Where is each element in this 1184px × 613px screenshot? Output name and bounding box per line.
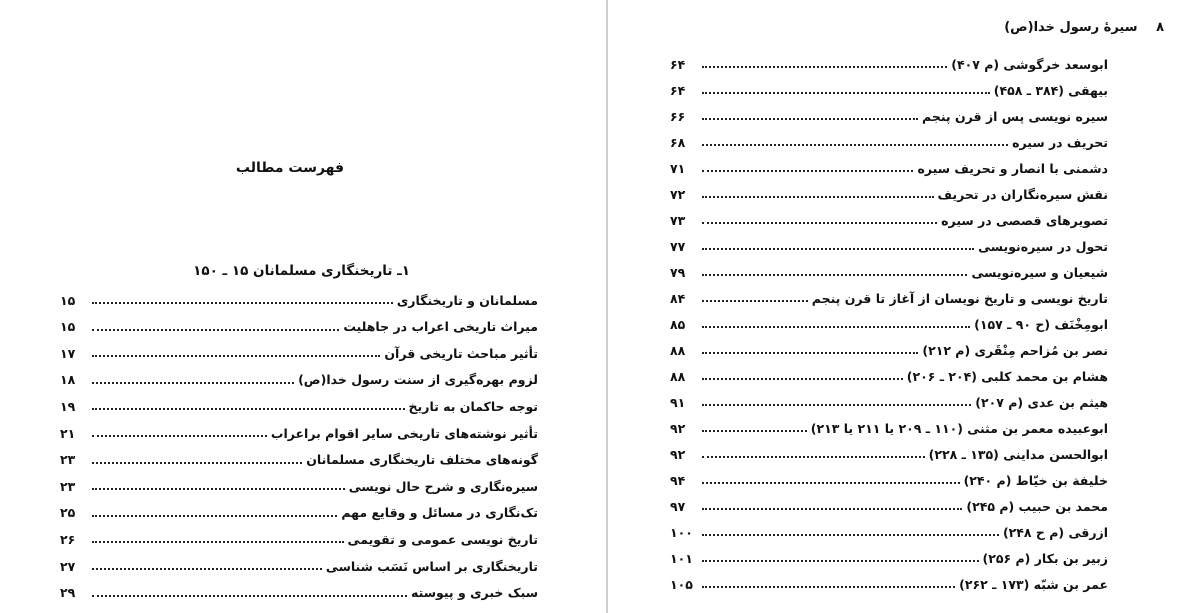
toc-entry-page: ۸۴ [670,290,686,306]
toc-entry-title: سیره نویسی پس از قرن پنجم [922,108,1108,124]
toc-entry [670,183,1108,205]
toc-entry [670,235,1108,257]
dot-leader [702,552,979,562]
toc-entry [60,449,538,471]
toc-entry-page: ۷۲ [670,186,686,202]
toc-entry-title: خلیفة بن خیّاط (م ۲۴۰) [963,472,1108,488]
toc-entry-title: زبیر بن بکار (م ۲۵۶) [982,550,1108,566]
toc-entry-page: ۸۸ [670,368,686,384]
toc-entry-title: گونه‌های مختلف تاریخنگاری مسلمانان [306,452,538,468]
toc-entry-title: ابومِخْنَف (ح ۹۰ ـ ۱۵۷) [974,316,1108,332]
toc-entry-title: مسلمانان و تاریخنگاری [396,292,538,308]
toc-entry-page: ۹۲ [670,420,686,436]
dot-leader [92,480,345,490]
toc-entry-page: ۸۵ [670,316,686,332]
dot-leader [702,58,947,68]
toc-entry-page: ۱۰۵ [670,576,693,592]
toc-entry-page: ۱۹ [60,398,76,414]
toc-entry-title: تک‌نگاری در مسائل و وقایع مهم [341,505,538,521]
dot-leader [702,318,970,328]
running-head [1004,20,1164,35]
toc-entry-title: تاریخنگاری بر اساس نَسَب شناسی [325,558,538,574]
toc-entry-page: ۹۱ [670,394,686,410]
toc-title: فهرست مطالب [235,160,345,176]
dot-leader [92,587,407,597]
dot-leader [702,84,990,94]
toc-entry-page: ۲۹ [60,585,76,601]
toc-entry-page: ۱۰۱ [670,550,693,566]
toc-entry-page: ۱۵ [60,292,76,308]
toc-entry-title: تأثیر مباحث تاریخی قرآن [384,345,538,361]
toc-entry [60,369,538,391]
toc-entry [60,395,538,417]
toc-entry-page: ۱۵ [60,319,76,335]
dot-leader [702,110,918,120]
toc-entry-page: ۶۴ [670,82,686,98]
dot-leader [92,560,322,570]
toc-entry [60,475,538,497]
dot-leader [92,533,344,543]
toc-entry [670,53,1108,75]
toc-entry-title: تاریخ نویسی و تاریخ نویسان از آغاز تا قرن پنجم [811,290,1108,306]
toc-entry-title: دشمنی با انصار و تحریف سیره [917,160,1108,176]
toc-entry-title: محمد بن حبیب (م ۲۴۵) [966,498,1108,514]
dot-leader [92,454,302,464]
dot-leader [702,526,999,536]
toc-entry-title: هیثم بن عدی (م ۲۰۷) [975,394,1108,410]
toc-entry-title: ابوعبیده معمر بن مثنی (۱۱۰ ـ ۲۰۹ یا ۲۱۱ یا ۲۱۳) [810,420,1108,436]
toc-entry-page: ۱۷ [60,345,76,361]
toc-entry-page: ۹۲ [670,446,686,462]
toc-entry-page: ۲۶ [60,531,76,547]
toc-entry [670,79,1108,101]
toc-entry-title: تاریخ نویسی عمومی و تقویمی [347,531,538,547]
toc-entry [670,469,1108,491]
toc-entry-title: نقش سیره‌نگاران در تحریف [937,186,1108,202]
dot-leader [92,321,339,331]
toc-entry [60,555,538,577]
dot-leader [702,292,808,302]
toc-entry [670,339,1108,361]
toc-entry [60,502,538,524]
toc-entry-title: تصویرهای قصصی در سیره [941,212,1108,228]
dot-leader [702,448,925,458]
toc-entry [670,105,1108,127]
dot-leader [702,500,962,510]
toc-entry [670,131,1108,153]
dot-leader [702,136,1008,146]
toc-entry-title: ابوالحسن مداینی (۱۳۵ ـ ۲۲۸) [928,446,1108,462]
dot-leader [702,370,903,380]
toc-entry [670,417,1108,439]
book-spine [606,0,608,613]
toc-entry-page: ۶۴ [670,56,686,72]
toc-entry [670,521,1108,543]
page-number: ۸ [1156,20,1164,35]
toc-entry-page: ۹۷ [670,498,686,514]
dot-leader [702,422,807,432]
dot-leader [92,400,405,410]
dot-leader [92,507,337,517]
running-title: سیرهٔ رسول خدا(ص) [1004,20,1138,35]
toc-entry [670,157,1108,179]
toc-entry [670,443,1108,465]
toc-entry-page: ۷۳ [670,212,686,228]
toc-entry [670,261,1108,283]
dot-leader [92,347,380,357]
toc-entry-page: ۷۱ [670,160,686,176]
dot-leader [92,427,267,437]
chapter-heading: ۱ـ تاریخنگاری مسلمانان ۱۵ ـ ۱۵۰ [193,263,410,279]
dot-leader [702,240,974,250]
toc-entry [670,365,1108,387]
dot-leader [702,214,937,224]
toc-entry-page: ۲۱ [60,425,76,441]
toc-entry-title: ابوسعد خرگوشی (م ۴۰۷) [951,56,1108,72]
toc-entry [60,289,538,311]
dot-leader [92,374,294,384]
toc-entry-page: ۲۳ [60,452,76,468]
toc-entry [60,342,538,364]
toc-entry-page: ۱۸ [60,372,76,388]
toc-entry-title: عمر بن شبّه (۱۷۳ ـ ۲۶۲) [959,576,1108,592]
toc-entry-title: بیهقی (۳۸۴ ـ ۴۵۸) [993,82,1108,98]
toc-entry [60,582,538,604]
toc-entry-page: ۸۸ [670,342,686,358]
toc-entry-title: سبک خبری و پیوسته [411,585,538,601]
toc-entry-title: ازرقی (م ح ۲۴۸) [1002,524,1108,540]
toc-entry-page: ۷۹ [670,264,686,280]
toc-entry-page: ۲۳ [60,478,76,494]
toc-entry-title: تحریف در سیره [1012,134,1108,150]
toc-entry [60,422,538,444]
toc-entry [670,495,1108,517]
dot-leader [92,294,393,304]
toc-entry-page: ۷۷ [670,238,686,254]
dot-leader [702,396,971,406]
toc-entry [60,528,538,550]
toc-entry [670,573,1108,595]
toc-entry [670,313,1108,335]
right-page [610,0,1184,613]
toc-entry-page: ۹۴ [670,472,686,488]
toc-entry-title: لزوم بهره‌گیری از سنت رسول خدا(ص) [298,372,538,388]
toc-entry-title: توجه حاکمان به تاریخ [408,398,538,414]
toc-entry-page: ۶۸ [670,134,686,150]
toc-entry-page: ۱۰۰ [670,524,693,540]
toc-entry-page: ۶۶ [670,108,686,124]
dot-leader [702,162,913,172]
toc-entry [670,391,1108,413]
toc-entry-page: ۲۵ [60,505,76,521]
dot-leader [702,266,967,276]
toc-entry-title: شیعیان و سیره‌نویسی [971,264,1108,280]
toc-entry-title: میراث تاریخی اعراب در جاهلیت [343,319,538,335]
dot-leader [702,474,960,484]
toc-entry-title: هشام بن محمد کلبی (۲۰۴ ـ ۲۰۶) [906,368,1108,384]
toc-entry-title: سیره‌نگاری و شرح حال نویسی [348,478,538,494]
toc-entry [670,547,1108,569]
dot-leader [702,188,934,198]
toc-entry-title: نصر بن مُزاحم مِنْقَری (م ۲۱۲) [922,342,1108,358]
dot-leader [702,344,918,354]
toc-entry [670,287,1108,309]
toc-entry-title: تأثیر نوشته‌های تاریخی سایر اقوام براعراب [270,425,538,441]
toc-entry [60,316,538,338]
toc-entry [670,209,1108,231]
dot-leader [702,578,955,588]
toc-entry-title: تحول در سیره‌نویسی [978,238,1108,254]
toc-entry-page: ۲۷ [60,558,76,574]
